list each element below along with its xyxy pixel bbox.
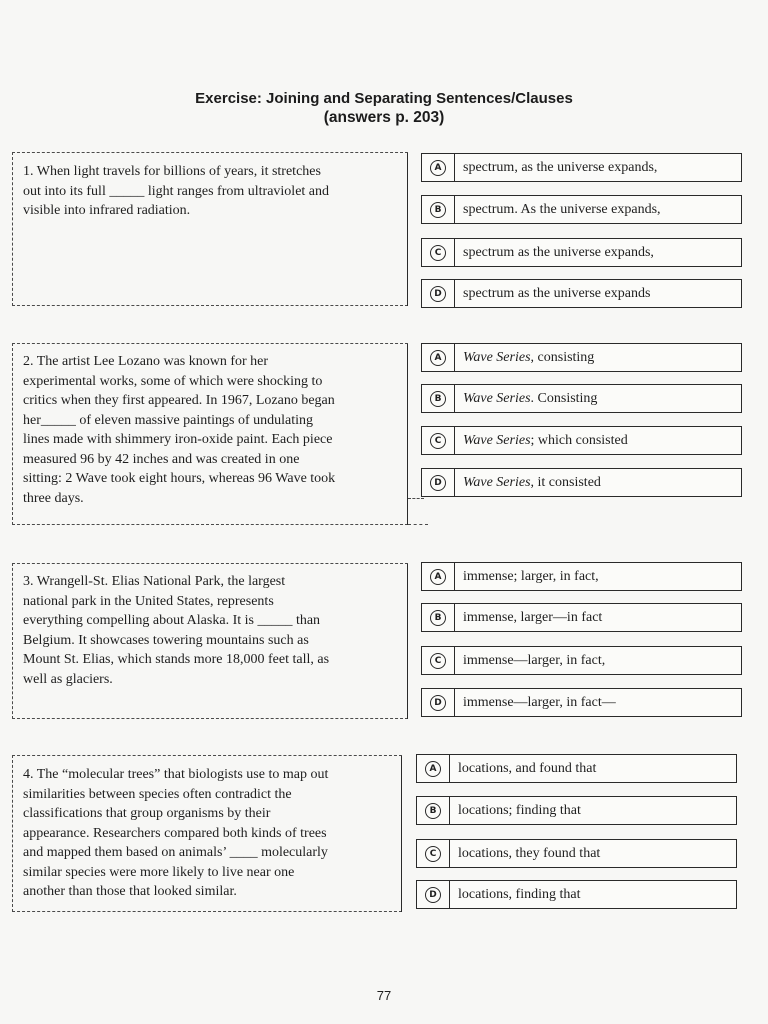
- question-line: critics when they first appeared. In 1967, Lozano began: [23, 393, 335, 408]
- option-text: locations; finding that: [458, 802, 581, 818]
- question-3-text: [23, 572, 329, 689]
- q1-option-d[interactable]: [421, 279, 742, 308]
- question-1-text: [23, 162, 329, 221]
- option-text: Wave Series, consisting: [463, 349, 595, 365]
- question-2-text: [23, 352, 335, 508]
- option-text: spectrum. As the universe expands,: [463, 201, 661, 217]
- option-c-icon: C: [422, 647, 455, 674]
- question-line: similarities between species often contradict the: [23, 786, 292, 802]
- option-c-icon: C: [422, 427, 455, 454]
- question-2-box: [12, 343, 408, 525]
- question-line: Belgium. It showcases towering mountains such as: [23, 632, 309, 648]
- q3-option-a[interactable]: [421, 562, 742, 591]
- question-line: experimental works, some of which were shocking to: [23, 373, 323, 389]
- question-line: visible into infrared radiation.: [23, 203, 191, 218]
- q1-option-c[interactable]: [421, 238, 742, 267]
- question-line: measured 96 by 42 inches and was created in one: [23, 451, 300, 467]
- question-4-text: [23, 765, 328, 902]
- question-line: 1. When light travels for billions of years, it stretches: [23, 164, 321, 179]
- q1-option-b[interactable]: [421, 195, 742, 224]
- q4-option-b[interactable]: [416, 796, 737, 825]
- question-line: another than those that looked similar.: [23, 884, 237, 899]
- option-text: immense, larger—in fact: [463, 609, 603, 625]
- q4-option-d[interactable]: [416, 880, 737, 909]
- option-a-icon: A: [417, 755, 450, 782]
- option-d-icon: D: [422, 689, 455, 716]
- question-line: and mapped them based on animals’ ____ molecularly: [23, 845, 328, 860]
- q2-option-d[interactable]: [421, 468, 742, 497]
- q3-option-d[interactable]: [421, 688, 742, 717]
- q1-option-a[interactable]: [421, 153, 742, 182]
- question-4-box: [12, 755, 402, 912]
- dashed-connector: [408, 498, 424, 499]
- q4-option-c[interactable]: [416, 839, 737, 868]
- option-text: locations, and found that: [458, 760, 597, 776]
- question-line: Mount St. Elias, which stands more 18,000 feet tall, as: [23, 652, 330, 667]
- question-3-box: [12, 563, 408, 719]
- option-b-icon: B: [422, 196, 455, 223]
- option-a-icon: A: [422, 563, 455, 590]
- option-c-icon: C: [422, 239, 455, 266]
- option-c-icon: C: [417, 840, 450, 867]
- question-line: 2. The artist Lee Lozano was known for her: [23, 354, 269, 369]
- question-line: classifications that group organisms by their: [23, 806, 271, 821]
- option-d-icon: D: [422, 280, 455, 307]
- question-1-box: [12, 152, 408, 306]
- question-line: her_____ of eleven massive paintings of undulating: [23, 412, 314, 428]
- q3-option-c[interactable]: [421, 646, 742, 675]
- option-text: Wave Series; which consisted: [463, 432, 628, 448]
- option-text: Wave Series. Consisting: [463, 390, 598, 406]
- option-text: immense—larger, in fact,: [463, 652, 606, 668]
- question-line: appearance. Researchers compared both kinds of trees: [23, 825, 327, 841]
- option-b-icon: B: [422, 604, 455, 631]
- option-text: locations, they found that: [458, 845, 601, 861]
- option-b-icon: B: [422, 385, 455, 412]
- page-number: 77: [376, 988, 392, 1003]
- option-text: spectrum as the universe expands,: [463, 244, 654, 260]
- q2-option-a[interactable]: [421, 343, 742, 372]
- option-a-icon: A: [422, 344, 455, 371]
- option-text: immense—larger, in fact—: [463, 694, 616, 710]
- question-line: well as glaciers.: [23, 671, 113, 687]
- question-line: everything compelling about Alaska. It is _____ than: [23, 613, 321, 628]
- option-text: spectrum, as the universe expands,: [463, 159, 658, 175]
- question-line: sitting: 2 Wave took eight hours, whereas 96 Wave took: [23, 471, 336, 486]
- q2-option-b[interactable]: [421, 384, 742, 413]
- q3-option-b[interactable]: [421, 603, 742, 632]
- option-b-icon: B: [417, 797, 450, 824]
- exercise-title: Exercise: Joining and Separating Sentences/Clauses: [195, 90, 573, 107]
- question-line: 4. The “molecular trees” that biologists use to map out: [23, 767, 329, 782]
- option-text: Wave Series, it consisted: [463, 474, 601, 490]
- question-line: out into its full _____ light ranges from ultraviolet and: [23, 183, 330, 199]
- question-line: three days.: [23, 490, 84, 506]
- option-text: immense; larger, in fact,: [463, 568, 599, 584]
- question-line: lines made with shimmery iron-oxide paint. Each piece: [23, 432, 333, 447]
- q4-option-a[interactable]: [416, 754, 737, 783]
- option-d-icon: D: [417, 881, 450, 908]
- dashed-connector: [408, 524, 428, 525]
- option-text: locations, finding that: [458, 886, 581, 902]
- option-d-icon: D: [422, 469, 455, 496]
- answers-reference: (answers p. 203): [323, 109, 445, 126]
- question-line: similar species were more likely to live near one: [23, 864, 295, 880]
- question-line: 3. Wrangell-St. Elias National Park, the largest: [23, 574, 286, 589]
- option-text: spectrum as the universe expands: [463, 285, 651, 301]
- question-line: national park in the United States, represents: [23, 593, 274, 609]
- q2-option-c[interactable]: [421, 426, 742, 455]
- option-a-icon: A: [422, 154, 455, 181]
